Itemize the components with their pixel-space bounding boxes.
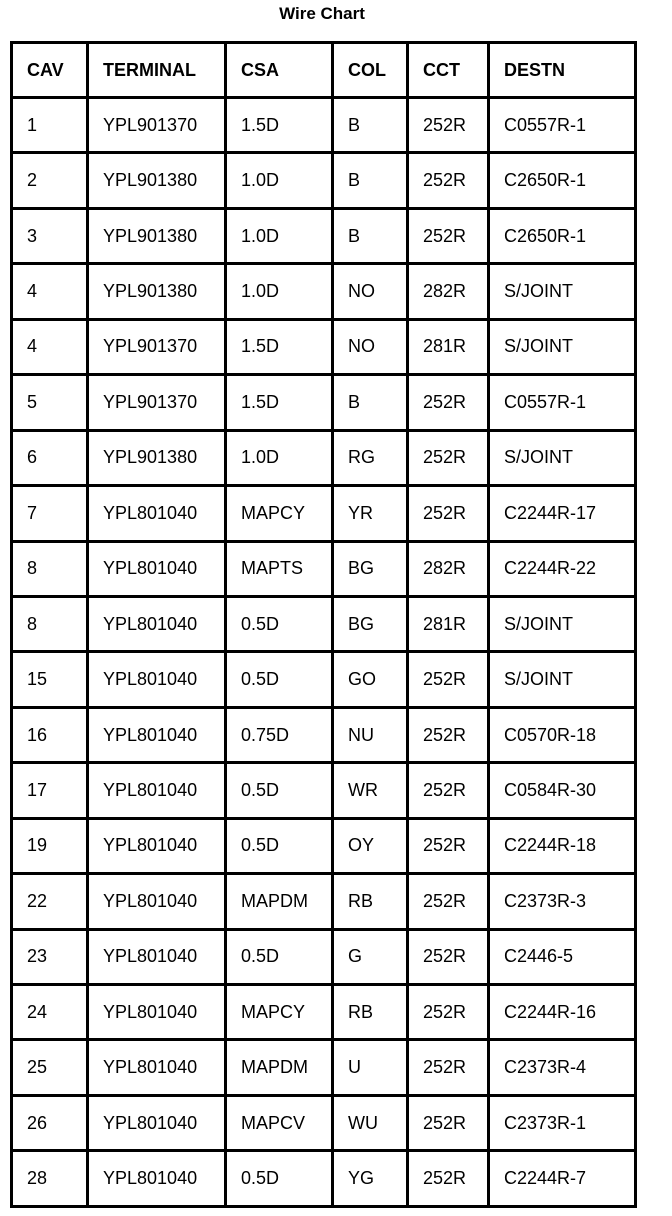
cell-col: NO <box>333 319 408 374</box>
cell-cct: 252R <box>408 929 489 984</box>
column-header-cav: CAV <box>12 43 88 98</box>
cell-col: BG <box>333 596 408 651</box>
table-row <box>12 430 636 485</box>
cell-destn: S/JOINT <box>489 596 636 651</box>
cell-csa: 1.0D <box>226 264 333 319</box>
cell-destn: C2373R-4 <box>489 1040 636 1095</box>
cell-cav: 1 <box>12 98 88 153</box>
cell-csa: 0.5D <box>226 818 333 873</box>
cell-col: B <box>333 98 408 153</box>
cell-cav: 3 <box>12 208 88 263</box>
table-row <box>12 596 636 651</box>
header-row <box>12 43 636 98</box>
cell-terminal: YPL901380 <box>88 264 226 319</box>
cell-col: OY <box>333 818 408 873</box>
cell-col: WU <box>333 1095 408 1150</box>
cell-destn: C2244R-17 <box>489 486 636 541</box>
cell-terminal: YPL901380 <box>88 153 226 208</box>
cell-cct: 252R <box>408 375 489 430</box>
table-row <box>12 707 636 762</box>
column-header-terminal: TERMINAL <box>88 43 226 98</box>
cell-col: B <box>333 153 408 208</box>
cell-csa: 0.5D <box>226 1151 333 1207</box>
cell-csa: MAPCY <box>226 486 333 541</box>
cell-cct: 252R <box>408 486 489 541</box>
table-row <box>12 763 636 818</box>
cell-terminal: YPL801040 <box>88 763 226 818</box>
cell-destn: C2650R-1 <box>489 208 636 263</box>
cell-cct: 252R <box>408 1151 489 1207</box>
cell-col: RG <box>333 430 408 485</box>
cell-csa: 1.5D <box>226 319 333 374</box>
cell-cct: 252R <box>408 153 489 208</box>
table-row <box>12 541 636 596</box>
cell-csa: 1.5D <box>226 98 333 153</box>
cell-cct: 252R <box>408 707 489 762</box>
cell-cct: 252R <box>408 763 489 818</box>
cell-destn: C0557R-1 <box>489 375 636 430</box>
cell-col: U <box>333 1040 408 1095</box>
cell-destn: C0557R-1 <box>489 98 636 153</box>
cell-cav: 8 <box>12 541 88 596</box>
cell-cct: 282R <box>408 264 489 319</box>
table-row <box>12 208 636 263</box>
table-row <box>12 486 636 541</box>
table-row <box>12 1151 636 1207</box>
cell-col: YG <box>333 1151 408 1207</box>
table-row <box>12 98 636 153</box>
cell-terminal: YPL801040 <box>88 1040 226 1095</box>
table-body <box>12 98 636 1207</box>
cell-terminal: YPL901370 <box>88 319 226 374</box>
cell-csa: MAPDM <box>226 874 333 929</box>
table-row <box>12 319 636 374</box>
cell-destn: C2244R-7 <box>489 1151 636 1207</box>
table-row <box>12 264 636 319</box>
table-row <box>12 153 636 208</box>
cell-col: G <box>333 929 408 984</box>
cell-col: B <box>333 208 408 263</box>
cell-cct: 252R <box>408 208 489 263</box>
column-header-col: COL <box>333 43 408 98</box>
cell-cav: 17 <box>12 763 88 818</box>
cell-col: GO <box>333 652 408 707</box>
cell-terminal: YPL801040 <box>88 1095 226 1150</box>
cell-col: WR <box>333 763 408 818</box>
cell-destn: C2244R-18 <box>489 818 636 873</box>
cell-destn: S/JOINT <box>489 319 636 374</box>
cell-cav: 25 <box>12 1040 88 1095</box>
cell-terminal: YPL901370 <box>88 375 226 430</box>
cell-cav: 7 <box>12 486 88 541</box>
cell-cct: 282R <box>408 541 489 596</box>
cell-csa: 1.5D <box>226 375 333 430</box>
cell-csa: 0.75D <box>226 707 333 762</box>
table-row <box>12 1040 636 1095</box>
cell-col: NU <box>333 707 408 762</box>
cell-destn: C0584R-30 <box>489 763 636 818</box>
cell-cct: 252R <box>408 985 489 1040</box>
cell-terminal: YPL801040 <box>88 985 226 1040</box>
cell-cav: 8 <box>12 596 88 651</box>
cell-destn: C2446-5 <box>489 929 636 984</box>
cell-cav: 22 <box>12 874 88 929</box>
cell-cav: 4 <box>12 319 88 374</box>
column-header-csa: CSA <box>226 43 333 98</box>
cell-terminal: YPL801040 <box>88 486 226 541</box>
cell-cav: 5 <box>12 375 88 430</box>
cell-cav: 28 <box>12 1151 88 1207</box>
cell-col: RB <box>333 874 408 929</box>
table-row <box>12 375 636 430</box>
cell-cav: 15 <box>12 652 88 707</box>
cell-cav: 16 <box>12 707 88 762</box>
cell-csa: 0.5D <box>226 596 333 651</box>
cell-csa: 1.0D <box>226 153 333 208</box>
cell-terminal: YPL901380 <box>88 430 226 485</box>
cell-cct: 281R <box>408 596 489 651</box>
cell-col: YR <box>333 486 408 541</box>
cell-cav: 23 <box>12 929 88 984</box>
cell-destn: C2244R-22 <box>489 541 636 596</box>
cell-destn: C0570R-18 <box>489 707 636 762</box>
cell-cct: 252R <box>408 818 489 873</box>
cell-terminal: YPL801040 <box>88 929 226 984</box>
cell-cct: 252R <box>408 98 489 153</box>
cell-terminal: YPL801040 <box>88 707 226 762</box>
cell-cav: 4 <box>12 264 88 319</box>
cell-cav: 6 <box>12 430 88 485</box>
cell-csa: 0.5D <box>226 929 333 984</box>
cell-col: NO <box>333 264 408 319</box>
table-row <box>12 929 636 984</box>
cell-csa: 0.5D <box>226 652 333 707</box>
cell-csa: 0.5D <box>226 763 333 818</box>
cell-col: RB <box>333 985 408 1040</box>
cell-destn: C2373R-1 <box>489 1095 636 1150</box>
cell-cct: 252R <box>408 874 489 929</box>
table-row <box>12 985 636 1040</box>
cell-terminal: YPL801040 <box>88 596 226 651</box>
cell-destn: S/JOINT <box>489 652 636 707</box>
table-row <box>12 874 636 929</box>
cell-cct: 252R <box>408 652 489 707</box>
cell-destn: C2373R-3 <box>489 874 636 929</box>
page-title: Wire Chart <box>279 4 365 23</box>
cell-csa: 1.0D <box>226 430 333 485</box>
cell-cav: 19 <box>12 818 88 873</box>
cell-col: B <box>333 375 408 430</box>
cell-csa: MAPCV <box>226 1095 333 1150</box>
cell-terminal: YPL801040 <box>88 874 226 929</box>
table-row <box>12 652 636 707</box>
cell-cct: 281R <box>408 319 489 374</box>
cell-destn: S/JOINT <box>489 430 636 485</box>
cell-destn: C2244R-16 <box>489 985 636 1040</box>
cell-cav: 2 <box>12 153 88 208</box>
cell-cct: 252R <box>408 1095 489 1150</box>
cell-cct: 252R <box>408 430 489 485</box>
cell-col: BG <box>333 541 408 596</box>
cell-cav: 24 <box>12 985 88 1040</box>
column-header-cct: CCT <box>408 43 489 98</box>
cell-terminal: YPL801040 <box>88 652 226 707</box>
cell-cav: 26 <box>12 1095 88 1150</box>
cell-cct: 252R <box>408 1040 489 1095</box>
cell-csa: MAPTS <box>226 541 333 596</box>
cell-terminal: YPL801040 <box>88 541 226 596</box>
cell-destn: C2650R-1 <box>489 153 636 208</box>
table-row <box>12 818 636 873</box>
cell-csa: 1.0D <box>226 208 333 263</box>
cell-csa: MAPDM <box>226 1040 333 1095</box>
cell-terminal: YPL801040 <box>88 818 226 873</box>
cell-destn: S/JOINT <box>489 264 636 319</box>
table-row <box>12 1095 636 1150</box>
cell-csa: MAPCY <box>226 985 333 1040</box>
wire-chart-table <box>10 41 637 1208</box>
cell-terminal: YPL901380 <box>88 208 226 263</box>
cell-terminal: YPL801040 <box>88 1151 226 1207</box>
cell-terminal: YPL901370 <box>88 98 226 153</box>
column-header-destn: DESTN <box>489 43 636 98</box>
